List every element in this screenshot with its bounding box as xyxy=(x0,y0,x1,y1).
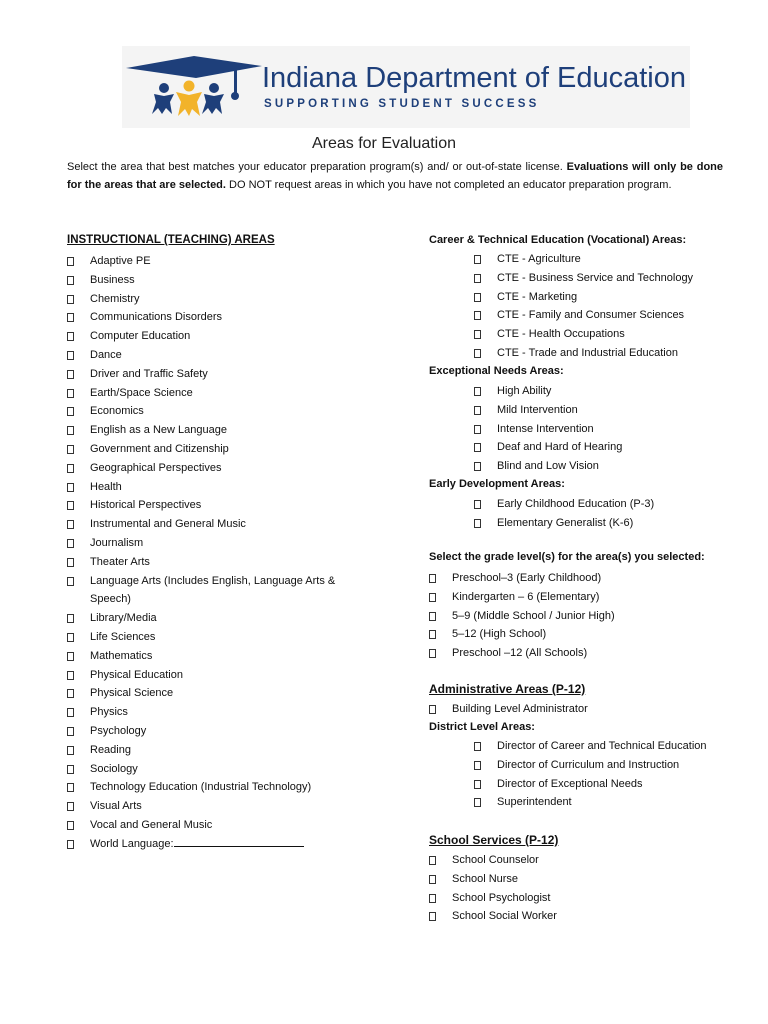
list-item xyxy=(429,644,749,663)
list-item xyxy=(67,647,367,666)
list-item xyxy=(474,250,764,269)
career-technical-heading: Career & Technical Education (Vocational) Areas: xyxy=(429,234,687,246)
checkbox-label: Physical Science xyxy=(90,687,174,700)
early-development-list xyxy=(474,495,764,533)
checkbox-label: Director of Curriculum and Instruction xyxy=(497,758,680,771)
intro-paragraph xyxy=(67,158,723,194)
checkbox[interactable] xyxy=(67,464,74,473)
checkbox[interactable] xyxy=(474,406,481,415)
checkbox-label: Visual Arts xyxy=(90,800,142,813)
checkbox-label: Government and Citizenship xyxy=(90,442,229,455)
checkbox[interactable] xyxy=(67,727,74,736)
checkbox-label: Chemistry xyxy=(90,292,140,305)
list-item xyxy=(67,308,367,327)
list-item xyxy=(67,402,367,421)
checkbox-label: CTE - Family and Consumer Sciences xyxy=(497,309,685,322)
checkbox[interactable] xyxy=(429,705,436,714)
checkbox-label: Psychology xyxy=(90,724,147,737)
checkbox[interactable] xyxy=(429,612,436,621)
checkbox-label: Economics xyxy=(90,405,144,418)
checkbox[interactable] xyxy=(67,520,74,529)
checkbox[interactable] xyxy=(67,332,74,341)
list-item xyxy=(67,628,367,647)
list-item xyxy=(429,907,749,926)
checkbox[interactable] xyxy=(67,652,74,661)
checkbox-label: Reading xyxy=(90,743,131,756)
instructional-list xyxy=(67,252,367,854)
checkbox-label: Elementary Generalist (K-6) xyxy=(497,516,634,529)
checkbox[interactable] xyxy=(474,330,481,339)
checkbox[interactable] xyxy=(474,255,481,264)
grade-levels-list xyxy=(429,569,749,663)
checkbox-label: Dance xyxy=(90,348,122,361)
list-item xyxy=(474,438,764,457)
checkbox[interactable] xyxy=(67,539,74,548)
checkbox-label: CTE - Agriculture xyxy=(497,253,581,265)
checkbox-label: CTE - Health Occupations xyxy=(497,328,625,341)
intro-text: Select the area that best matches your educator preparation program(s) and/ or out-of-state license. xyxy=(67,161,563,173)
checkbox-label: 5–12 (High School) xyxy=(452,628,547,641)
administrative-list xyxy=(429,700,749,719)
checkbox[interactable] xyxy=(474,519,481,528)
checkbox-label: Health xyxy=(90,480,122,493)
career-technical-list xyxy=(474,250,764,363)
checkbox-label: Historical Perspectives xyxy=(90,499,202,512)
checkbox[interactable] xyxy=(67,746,74,755)
checkbox-label: Adaptive PE xyxy=(90,255,151,267)
list-item xyxy=(474,737,764,756)
list-item xyxy=(474,288,764,307)
checkbox-label: Director of Career and Technical Education xyxy=(497,740,707,752)
checkbox[interactable] xyxy=(67,708,74,717)
list-item xyxy=(67,797,367,816)
list-item xyxy=(474,382,764,401)
instructional-heading: INSTRUCTIONAL (TEACHING) AREAS xyxy=(67,234,275,246)
checkbox-label: Life Sciences xyxy=(90,630,156,643)
checkbox-label: Driver and Traffic Safety xyxy=(90,367,208,380)
list-item xyxy=(67,703,367,722)
checkbox[interactable] xyxy=(474,311,481,320)
checkbox[interactable] xyxy=(474,425,481,434)
checkbox[interactable] xyxy=(67,614,74,623)
list-item xyxy=(67,290,367,309)
checkbox-label: Technology Education (Industrial Technology) xyxy=(90,781,312,794)
checkbox[interactable] xyxy=(67,633,74,642)
list-item xyxy=(429,569,749,588)
fill-in-blank[interactable] xyxy=(174,835,304,847)
early-development-heading: Early Development Areas: xyxy=(429,478,565,490)
checkbox-label: Building Level Administrator xyxy=(452,703,588,715)
list-item xyxy=(67,684,367,703)
checkbox-label: Preschool–3 (Early Childhood) xyxy=(452,572,602,584)
checkbox[interactable] xyxy=(474,742,481,751)
checkbox-label: High Ability xyxy=(497,385,552,397)
checkbox[interactable] xyxy=(474,443,481,452)
checkbox-label: Preschool –12 (All Schools) xyxy=(452,647,588,660)
checkbox[interactable] xyxy=(67,802,74,811)
list-item xyxy=(67,666,367,685)
list-item xyxy=(67,722,367,741)
checkbox[interactable] xyxy=(474,462,481,471)
checkbox[interactable] xyxy=(429,574,436,583)
list-item xyxy=(474,325,764,344)
checkbox-label: 5–9 (Middle School / Junior High) xyxy=(452,609,615,622)
checkbox[interactable] xyxy=(429,593,436,602)
checkbox-label: Superintendent xyxy=(497,796,572,809)
brand-tagline: SUPPORTING STUDENT SUCCESS xyxy=(264,98,540,110)
checkbox-label: School Nurse xyxy=(452,872,519,885)
checkbox[interactable] xyxy=(67,445,74,454)
list-item xyxy=(67,271,367,290)
list-item xyxy=(429,700,749,719)
list-item xyxy=(67,534,367,553)
checkbox[interactable] xyxy=(67,426,74,435)
checkbox-label: Physical Education xyxy=(90,668,183,681)
checkbox[interactable] xyxy=(67,577,74,586)
checkbox[interactable] xyxy=(474,798,481,807)
checkbox-label: Theater Arts xyxy=(90,555,150,568)
checkbox[interactable] xyxy=(474,274,481,283)
list-item xyxy=(67,515,367,534)
list-item xyxy=(67,252,367,271)
list-item xyxy=(67,478,367,497)
checkbox-label: Instrumental and General Music xyxy=(90,518,246,531)
list-item xyxy=(474,495,764,514)
list-item xyxy=(474,775,764,794)
list-item xyxy=(67,609,367,628)
list-item xyxy=(429,851,749,870)
checkbox[interactable] xyxy=(67,276,74,285)
administrative-heading: Administrative Areas (P-12) xyxy=(429,682,586,696)
checkbox[interactable] xyxy=(67,313,74,322)
checkbox-label: Computer Education xyxy=(90,330,191,343)
checkbox[interactable] xyxy=(67,783,74,792)
list-item xyxy=(67,346,367,365)
checkbox[interactable] xyxy=(67,689,74,698)
exceptional-needs-list xyxy=(474,382,764,476)
exceptional-needs-heading: Exceptional Needs Areas: xyxy=(429,365,564,377)
checkbox[interactable] xyxy=(67,295,74,304)
checkbox-label: Blind and Low Vision xyxy=(497,460,599,473)
list-item xyxy=(67,365,367,384)
list-item xyxy=(429,870,749,889)
checkbox-label: Early Childhood Education (P-3) xyxy=(497,498,655,510)
checkbox[interactable] xyxy=(429,649,436,658)
checkbox[interactable] xyxy=(67,389,74,398)
district-level-heading: District Level Areas: xyxy=(429,721,535,733)
list-item xyxy=(67,553,367,572)
list-item xyxy=(429,889,749,908)
checkbox[interactable] xyxy=(474,761,481,770)
page-title: Areas for Evaluation xyxy=(311,135,457,152)
checkbox[interactable] xyxy=(474,293,481,302)
list-item xyxy=(474,756,764,775)
checkbox-label: Mathematics xyxy=(90,649,153,662)
checkbox[interactable] xyxy=(67,765,74,774)
checkbox[interactable] xyxy=(67,671,74,680)
list-item xyxy=(474,420,764,439)
list-item xyxy=(474,401,764,420)
checkbox-label: Mild Intervention xyxy=(497,403,578,416)
checkbox-label: Business xyxy=(90,273,135,286)
list-item xyxy=(67,421,367,440)
list-item xyxy=(67,760,367,779)
checkbox[interactable] xyxy=(474,387,481,396)
graduation-logo-icon xyxy=(126,56,262,118)
checkbox[interactable] xyxy=(429,894,436,903)
checkbox-label: Physics xyxy=(90,706,128,719)
list-item xyxy=(474,269,764,288)
list-item xyxy=(67,496,367,515)
list-item xyxy=(474,306,764,325)
list-item xyxy=(474,457,764,476)
brand-title: Indiana Department of Education xyxy=(262,62,686,94)
checkbox-label: Geographical Perspectives xyxy=(90,461,222,474)
checkbox-label: Kindergarten – 6 (Elementary) xyxy=(452,590,600,603)
list-item xyxy=(67,459,367,478)
checkbox-label: CTE - Marketing xyxy=(497,290,578,303)
checkbox-label: School Counselor xyxy=(452,854,539,866)
list-item xyxy=(67,741,367,760)
checkbox[interactable] xyxy=(429,630,436,639)
list-item xyxy=(474,793,764,812)
checkbox-label: Deaf and Hard of Hearing xyxy=(497,441,623,454)
list-item xyxy=(67,835,367,854)
checkbox[interactable] xyxy=(67,821,74,830)
checkbox-label: Sociology xyxy=(90,762,138,775)
list-item xyxy=(429,607,749,626)
list-item xyxy=(429,588,749,607)
checkbox-label: Director of Exceptional Needs xyxy=(497,777,643,790)
checkbox-label: World Language: xyxy=(90,835,304,854)
checkbox-label: Library/Media xyxy=(90,612,157,625)
checkbox-label: School Social Worker xyxy=(452,910,557,923)
checkbox[interactable] xyxy=(67,501,74,510)
list-item xyxy=(67,572,367,610)
checkbox[interactable] xyxy=(474,500,481,509)
checkbox-label: CTE - Trade and Industrial Education xyxy=(497,346,678,359)
checkbox[interactable] xyxy=(67,407,74,416)
checkbox-label: Earth/Space Science xyxy=(90,386,193,399)
list-item xyxy=(474,344,764,363)
checkbox[interactable] xyxy=(429,856,436,865)
list-item xyxy=(67,816,367,835)
school-services-heading: School Services (P-12) xyxy=(429,833,559,847)
checkbox[interactable] xyxy=(429,912,436,921)
checkbox[interactable] xyxy=(67,840,74,849)
checkbox[interactable] xyxy=(67,370,74,379)
list-item xyxy=(429,625,749,644)
checkbox-label: Communications Disorders xyxy=(90,311,223,324)
checkbox-label: English as a New Language xyxy=(90,424,227,437)
checkbox[interactable] xyxy=(474,780,481,789)
checkbox[interactable] xyxy=(67,257,74,266)
list-item xyxy=(67,384,367,403)
checkbox-label: CTE - Business Service and Technology xyxy=(497,271,694,284)
list-item xyxy=(474,514,764,533)
checkbox-label: Journalism xyxy=(90,536,144,549)
list-item xyxy=(67,327,367,346)
intro-emphasis: Evaluations will only be done for the areas that are selected. xyxy=(67,161,724,191)
checkbox-label: Intense Intervention xyxy=(497,422,594,435)
list-item xyxy=(67,778,367,797)
intro-warning: DO NOT request areas in which you have not completed an educator preparation program. xyxy=(229,179,672,191)
checkbox[interactable] xyxy=(67,351,74,360)
checkbox-label: Vocal and General Music xyxy=(90,818,213,831)
checkbox[interactable] xyxy=(474,349,481,358)
checkbox[interactable] xyxy=(67,558,74,567)
school-services-list xyxy=(429,851,749,926)
grade-levels-heading: Select the grade level(s) for the area(s) you selected: xyxy=(429,551,705,563)
checkbox-label: School Psychologist xyxy=(452,891,551,904)
checkbox-label: Language Arts (Includes English, Language Arts & Speech) xyxy=(90,574,336,606)
district-level-list xyxy=(474,737,764,812)
checkbox[interactable] xyxy=(67,483,74,492)
list-item xyxy=(67,440,367,459)
checkbox[interactable] xyxy=(429,875,436,884)
